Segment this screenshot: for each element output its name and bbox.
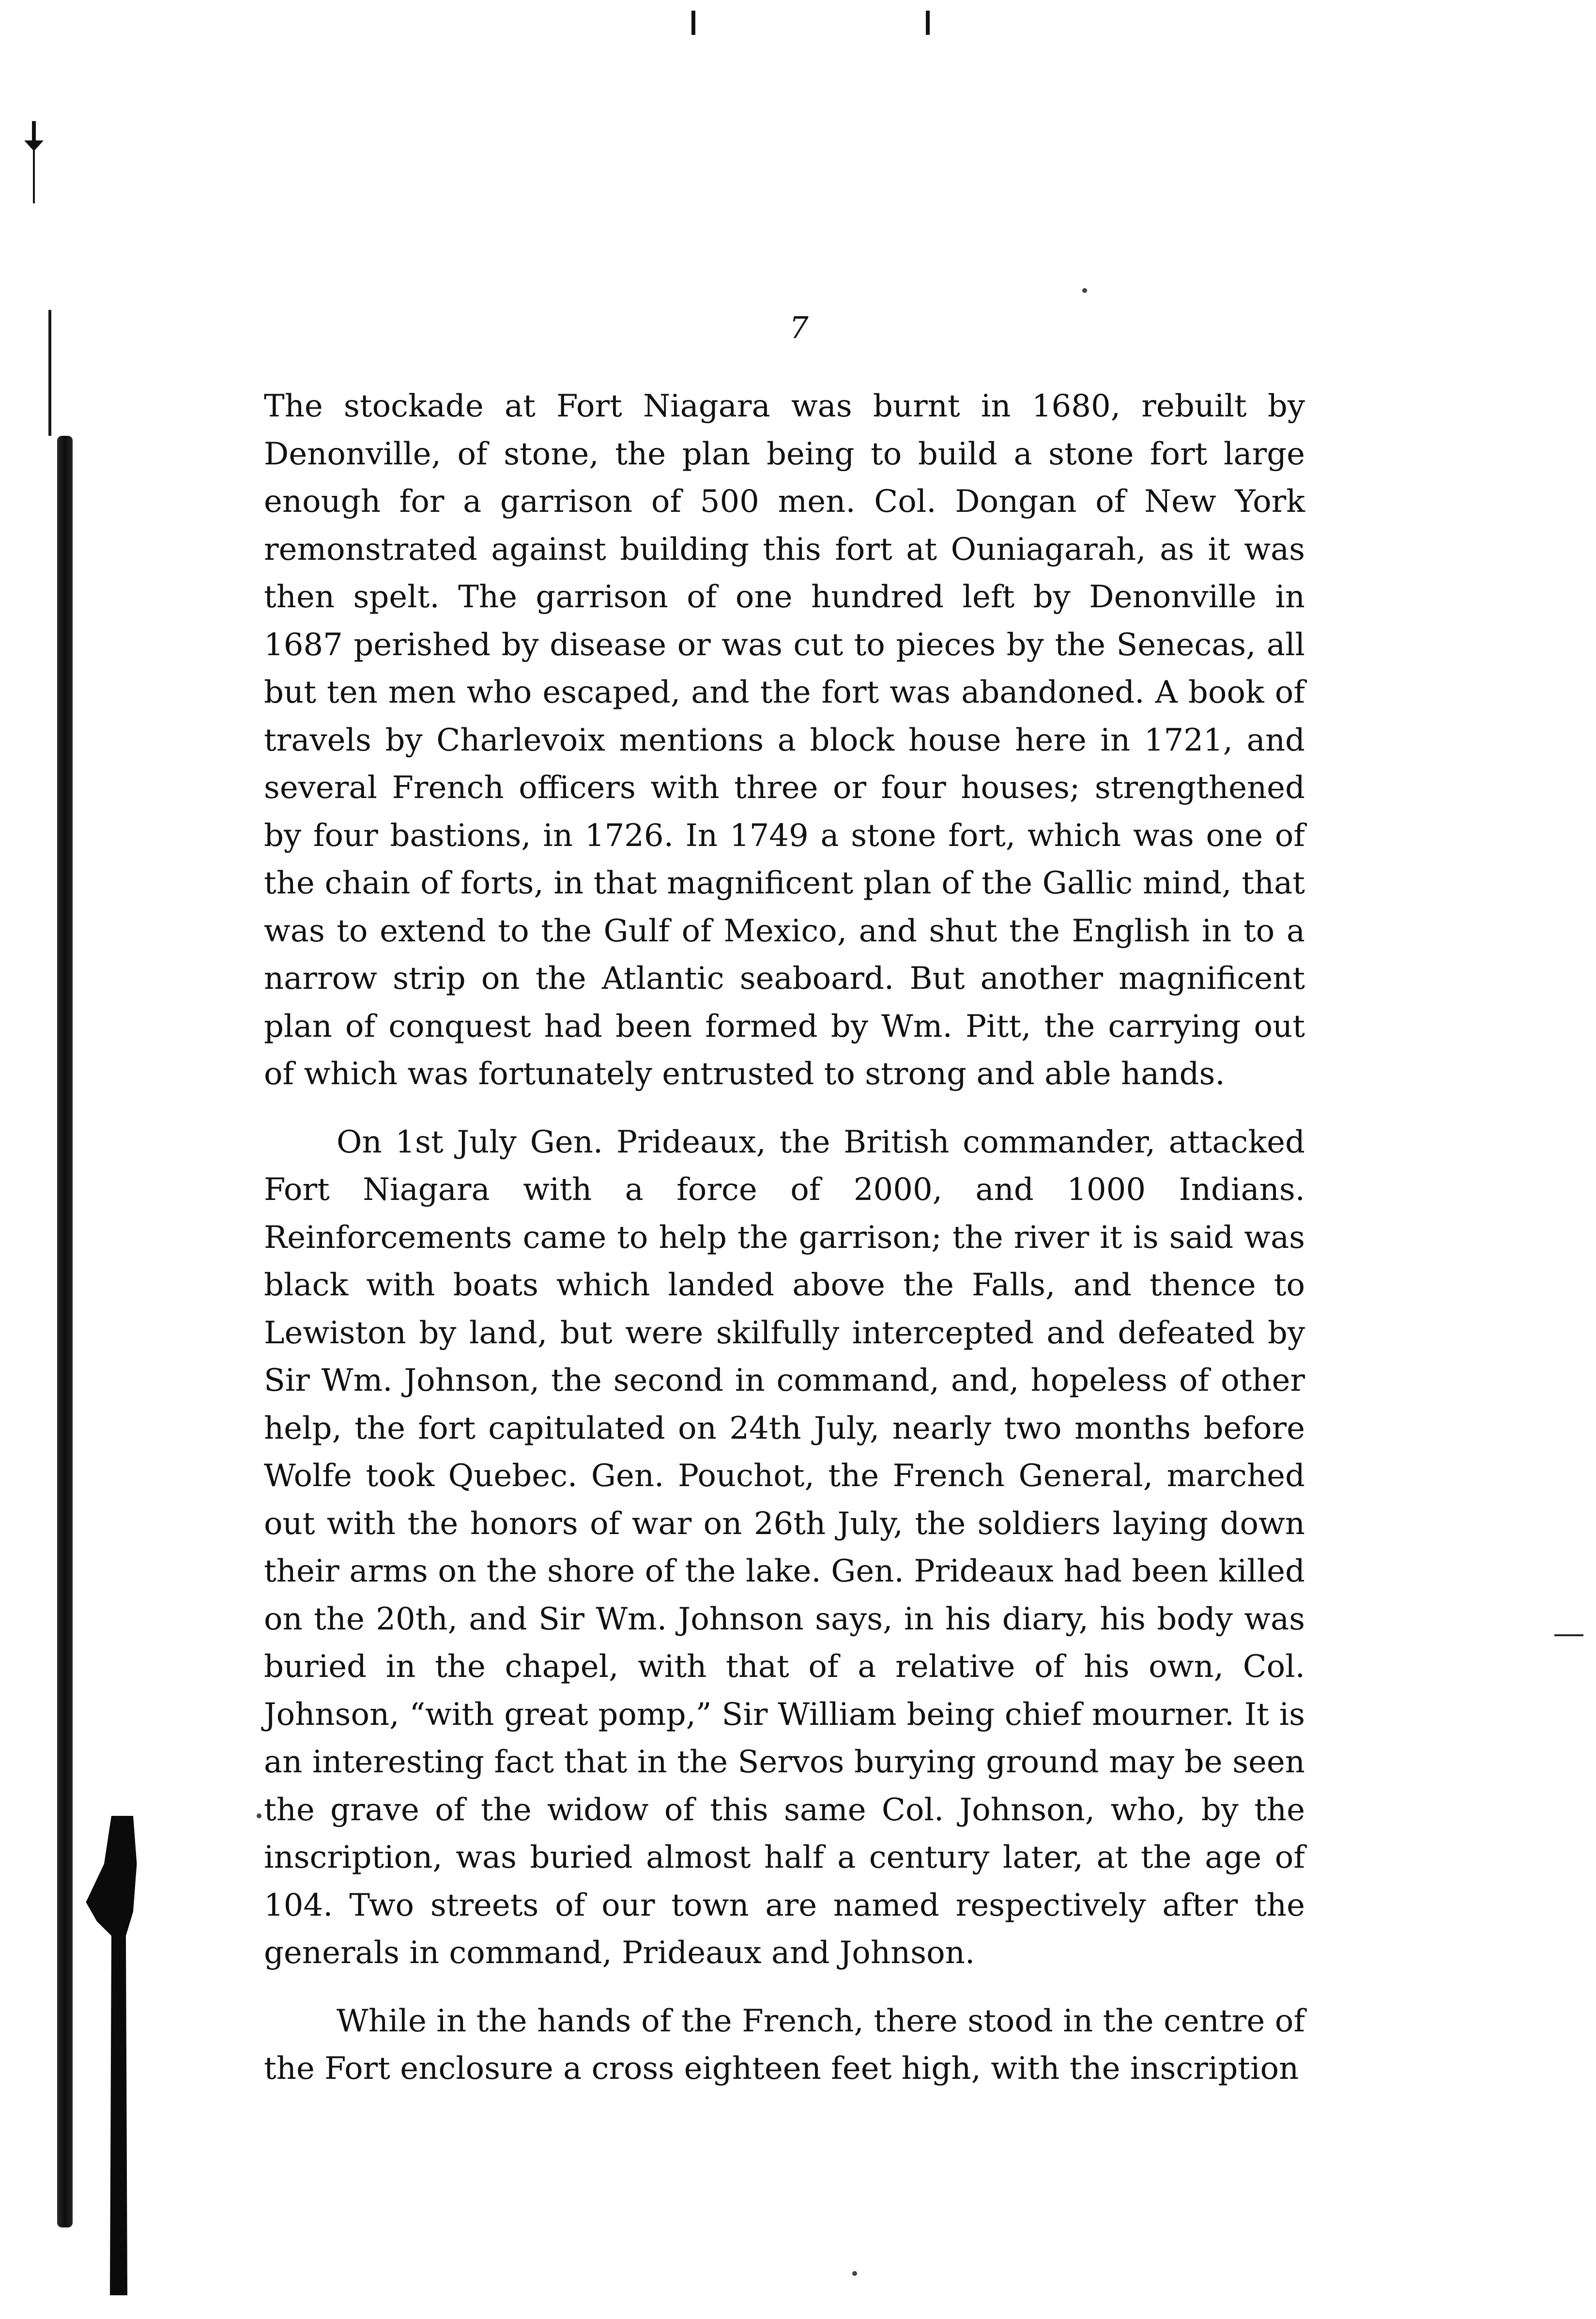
body-text [264,383,1305,2113]
top-scan-tick [926,11,930,35]
binding-edge-line [48,310,51,436]
scan-speck [257,1813,261,1818]
page-number: 7 [789,310,809,345]
top-scan-tick [691,11,695,35]
margin-arrow-icon [19,121,48,203]
binding-shadow [57,436,73,2227]
paragraph-cross: While in the hands of the French, there stood in the centre of the Fort enclosure a cross eighteen feet high, with the inscription [264,2003,1305,2087]
scan-speck [1082,288,1087,293]
scan-speck [852,2271,857,2276]
margin-dash [1554,1634,1583,1636]
paragraph-fort-history: The stockade at Fort Niagara was burnt in 1680, rebuilt by Denonville, of stone, the plan being to build a stone fort large enough for a garrison of 500 men. Col. Dongan of New York remonstrated against building this fort at Ouniagarah, as it was then spelt. The garrison of one hundred left by Denonville in 1687 perished by disease or was cut to pieces by the Senecas, all but ten men who escaped, and the fort was abandoned. A book of travels by Charlevoix mentions a block house here in 1721, and several French officers with three or four houses; strengthened by four bastions, in 1726. In 1749 a stone fort, which was one of the chain of forts, in that magnificent plan of the Gallic mind, that was to extend to the Gulf of Mexico, and shut the English in to a narrow strip on the Atlantic seaboard. But another magnificent plan of conquest had been formed by Wm. Pitt, the carrying out of which was fortunately entrusted to strong and able hands. [264,388,1305,1092]
binding-shadow-lower [82,1816,155,2295]
paragraph-siege: On 1st July Gen. Prideaux, the British commander, attacked Fort Niagara with a force of 2000, and 1000 Indians. Reinforcements came to help the garrison; the river it is said was black with boats which landed above the Falls, and thence to Lewiston by land, but were skilfully intercepted and defeated by Sir Wm. Johnson, the second in command, and, hopeless of other help, the fort capitulated on 24th July, nearly two months before Wolfe took Quebec. Gen. Pouchot, the French General, marched out with the honors of war on 26th July, the soldiers laying down their arms on the shore of the lake. Gen. Prideaux had been killed on the 20th, and Sir Wm. Johnson says, in his diary, his body was buried in the chapel, with that of a relative of his own, Col. Johnson, “with great pomp,” Sir William being chief mourner. It is an interesting fact that in the Servos burying ground may be seen the grave of the widow of this same Col. Johnson, who, by the inscription, was buried almost half a century later, at the age of 104. Two streets of our town are named respectively after the generals in command, Prideaux and Johnson. [264,1124,1305,1971]
